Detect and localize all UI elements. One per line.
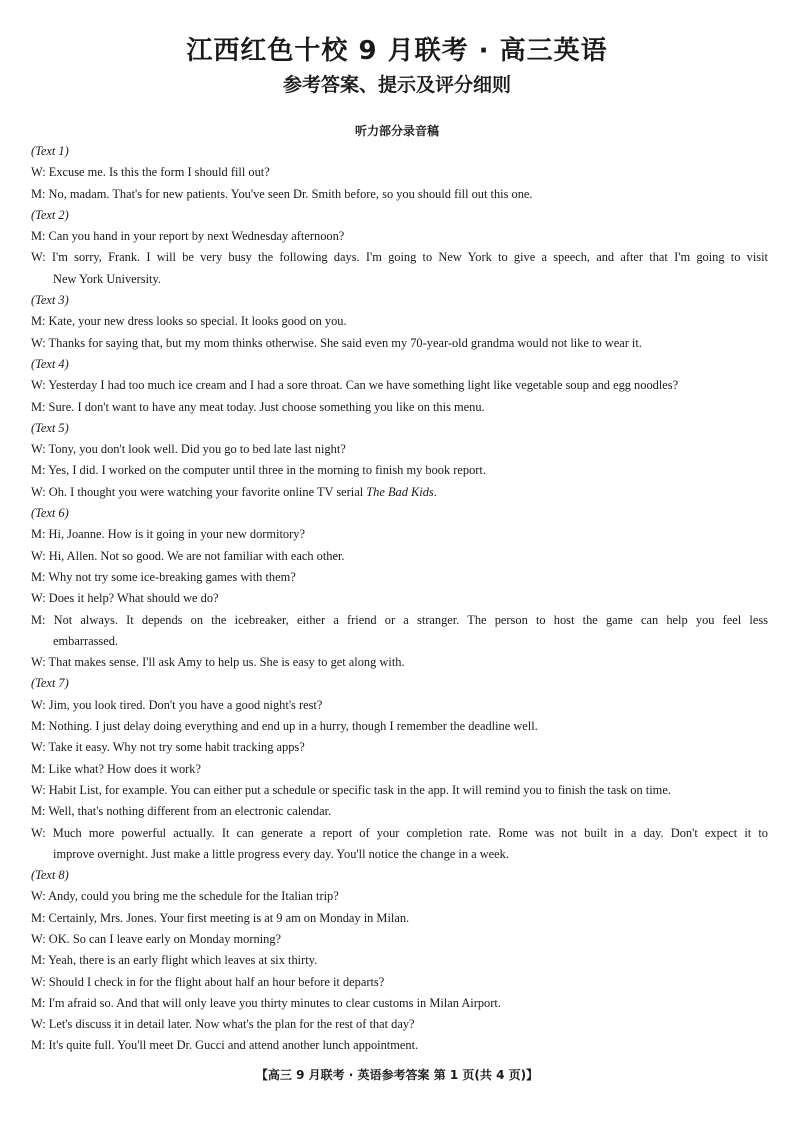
dialogue-line: M: Sure. I don't want to have any meat today. Just choose something you like on this menu. <box>31 399 485 414</box>
text-heading: (Text 1) <box>31 144 69 158</box>
dialogue-line: W: Excuse me. Is this the form I should fill out? <box>31 165 270 180</box>
dialogue-line: W: Jim, you look tired. Don't you have a good night's rest? <box>31 697 323 712</box>
dialogue-line: M: Yeah, there is an early flight which leaves at six thirty. <box>31 953 318 968</box>
text-heading: (Text 7) <box>31 676 69 691</box>
dialogue-line: improve overnight. Just make a little progress every day. You'll notice the change in a week. <box>53 846 509 861</box>
dialogue-line: M: Well, that's nothing different from an electronic calendar. <box>31 804 332 819</box>
page-title: 江西红色十校 9 月联考 · 高三英语 <box>186 36 608 66</box>
dialogue-line: W: Tony, you don't look well. Did you go to bed late last night? <box>31 442 346 457</box>
dialogue-line: M: It's quite full. You'll meet Dr. Gucci and attend another lunch appointment. <box>31 1038 419 1053</box>
text-heading: (Text 4) <box>31 356 69 371</box>
text-heading: (Text 2) <box>31 207 69 222</box>
dialogue-line: W: Habit List, for example. You can either put a schedule or specific task in the app. It will remind you to finish the task on time. <box>31 782 671 797</box>
dialogue-line: W: Oh. I thought you were watching your favorite online TV serial The Bad Kids. <box>31 484 437 499</box>
dialogue-line: W: Hi, Allen. Not so good. We are not familiar with each other. <box>31 548 345 563</box>
text-heading: (Text 8) <box>31 868 69 883</box>
transcript-body <box>31 141 768 1057</box>
dialogue-line: New York University. <box>53 271 161 286</box>
dialogue-line: M: Like what? How does it work? <box>31 761 201 776</box>
dialogue-line: W: Does it help? What should we do? <box>31 591 219 606</box>
dialogue-line: M: Certainly, Mrs. Jones. Your first meeting is at 9 am on Monday in Milan. <box>31 910 410 925</box>
dialogue-line: M: Hi, Joanne. How is it going in your new dormitory? <box>31 527 305 542</box>
dialogue-line: W: Yesterday I had too much ice cream and I had a sore throat. Can we have something light like vegetable soup and egg noodles? <box>31 378 679 393</box>
page-footer: 【高三 9 月联考 · 英语参考答案 第 1 页(共 4 页)】 <box>255 1068 539 1082</box>
dialogue-line: W: Take it easy. Why not try some habit tracking apps? <box>31 740 305 755</box>
dialogue-line: W: Let's discuss it in detail later. Now what's the plan for the rest of that day? <box>31 1017 415 1032</box>
dialogue-line: embarrassed. <box>53 633 119 648</box>
dialogue-line: M: Not always. It depends on the icebreaker, either a friend or a stranger. The person to host the game can help you feel less <box>31 612 768 627</box>
dialogue-line: M: Why not try some ice-breaking games with them? <box>31 569 296 584</box>
dialogue-line: W: OK. So can I leave early on Monday morning? <box>31 931 282 946</box>
dialogue-line: M: I'm afraid so. And that will only leave you thirty minutes to clear customs in Milan Airport. <box>31 995 501 1010</box>
dialogue-line: W: Should I check in for the flight about half an hour before it departs? <box>31 974 385 989</box>
page-subtitle: 参考答案、提示及评分细则 <box>282 74 511 96</box>
section-heading: 听力部分录音稿 <box>354 124 439 138</box>
dialogue-line: M: Yes, I did. I worked on the computer until three in the morning to finish my book report. <box>31 463 486 478</box>
dialogue-line: W: Andy, could you bring me the schedule for the Italian trip? <box>31 889 339 904</box>
dialogue-line: M: Nothing. I just delay doing everything and end up in a hurry, though I remember the deadline well. <box>31 719 538 734</box>
text-heading: (Text 3) <box>31 293 69 308</box>
dialogue-line: W: Much more powerful actually. It can generate a report of your completion rate. Rome was not built in a day. Don't expect it to <box>31 825 768 840</box>
dialogue-line: M: No, madam. That's for new patients. You've seen Dr. Smith before, so you should fill out this one. <box>31 186 533 201</box>
text-heading: (Text 6) <box>31 506 69 521</box>
dialogue-line: M: Can you hand in your report by next Wednesday afternoon? <box>31 229 345 244</box>
text-heading: (Text 5) <box>31 420 69 435</box>
dialogue-line: W: I'm sorry, Frank. I will be very busy the following days. I'm going to New York to give a speech, and after that I'm going to visit <box>31 250 768 265</box>
dialogue-line: W: Thanks for saying that, but my mom thinks otherwise. She said even my 70-year-old grandma would not like to wear it. <box>31 335 642 350</box>
tv-serial-title: The Bad Kids <box>366 484 434 499</box>
dialogue-line: M: Kate, your new dress looks so special. It looks good on you. <box>31 314 347 329</box>
dialogue-line: W: That makes sense. I'll ask Amy to help us. She is easy to get along with. <box>31 655 405 670</box>
